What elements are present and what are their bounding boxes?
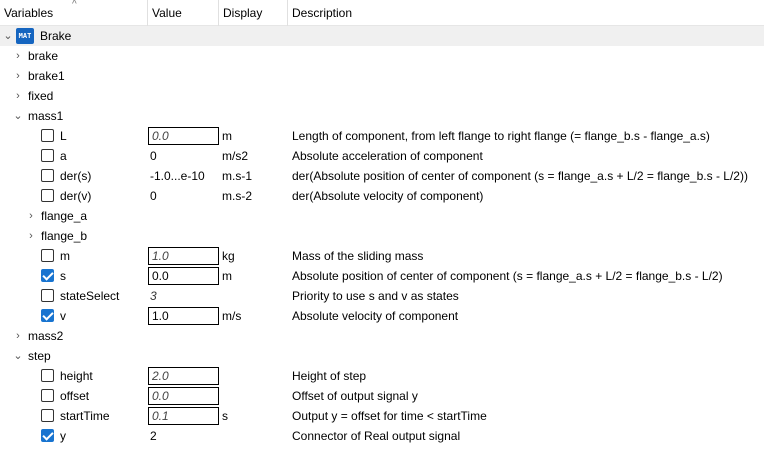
value-text[interactable]: 3 xyxy=(150,289,157,303)
chevron-right-icon[interactable]: › xyxy=(29,230,33,242)
header-value[interactable]: Value xyxy=(148,0,219,26)
variable-row-height[interactable] xyxy=(0,366,764,386)
description: Priority to use s and v as states xyxy=(292,289,459,303)
column-header xyxy=(0,0,764,26)
header-variables-label: Variables xyxy=(4,6,54,20)
variable-name: y xyxy=(60,429,66,443)
tree-row-step[interactable] xyxy=(0,346,764,366)
header-description[interactable]: Description xyxy=(292,6,353,20)
description: Length of component, from left flange to right flange (= flange_b.s - flange_a.s) xyxy=(292,129,710,143)
header-variables[interactable] xyxy=(0,0,148,26)
variable-name: v xyxy=(60,309,66,323)
description: Offset of output signal y xyxy=(292,389,418,403)
tree-label: mass1 xyxy=(28,109,64,123)
sort-ascending-icon: ^ xyxy=(72,0,77,10)
plot-checkbox[interactable] xyxy=(41,289,54,302)
display-unit[interactable]: m xyxy=(222,129,232,143)
variable-name: der(v) xyxy=(60,189,92,203)
value-text: -1.0...e-10 xyxy=(150,169,205,183)
value-input[interactable]: 1.0 xyxy=(148,247,219,265)
variable-name: s xyxy=(60,269,66,283)
tree-row-brake1[interactable] xyxy=(0,66,764,86)
variable-name: L xyxy=(60,129,67,143)
variable-name: height xyxy=(60,369,93,383)
variable-row-der-s[interactable] xyxy=(0,166,764,186)
plot-checkbox[interactable] xyxy=(41,389,54,402)
description: Height of step xyxy=(292,369,367,383)
tree-row-brake-root[interactable] xyxy=(0,26,764,46)
variable-row-der-v[interactable] xyxy=(0,186,764,206)
plot-checkbox[interactable] xyxy=(41,149,54,162)
tree-label: flange_a xyxy=(41,209,88,223)
tree-label: step xyxy=(28,349,51,363)
description: der(Absolute velocity of component) xyxy=(292,189,484,203)
chevron-right-icon[interactable]: › xyxy=(16,90,20,102)
description: Connector of Real output signal xyxy=(292,429,461,443)
description: Mass of the sliding mass xyxy=(292,249,424,263)
plot-checkbox-checked[interactable] xyxy=(41,429,54,442)
value-input[interactable]: 0.0 xyxy=(148,267,219,285)
variable-name: a xyxy=(60,149,67,163)
tree-row-fixed[interactable] xyxy=(0,86,764,106)
description: Absolute position of center of component (s = flange_a.s + L/2 = flange_b.s - L/2) xyxy=(292,269,723,283)
chevron-right-icon[interactable]: › xyxy=(16,70,20,82)
plot-checkbox[interactable] xyxy=(41,369,54,382)
plot-checkbox[interactable] xyxy=(41,189,54,202)
tree-row-flange-a[interactable] xyxy=(0,206,764,226)
variable-row-s[interactable] xyxy=(0,266,764,286)
variable-row-offset[interactable] xyxy=(0,386,764,406)
variable-row-m[interactable] xyxy=(0,246,764,266)
mat-model-icon: MAT xyxy=(16,28,34,44)
description: der(Absolute position of center of component (s = flange_a.s + L/2 = flange_b.s - L/2)) xyxy=(292,169,748,183)
value-input[interactable]: 0.0 xyxy=(148,127,219,145)
plot-checkbox[interactable] xyxy=(41,129,54,142)
tree-row-flange-b[interactable] xyxy=(0,226,764,246)
chevron-right-icon[interactable]: › xyxy=(16,330,20,342)
tree-row-brake[interactable] xyxy=(0,46,764,66)
tree-row-mass1[interactable] xyxy=(0,106,764,126)
chevron-down-icon[interactable]: ⌄ xyxy=(3,30,13,42)
value-input[interactable]: 1.0 xyxy=(148,307,219,325)
variable-row-a[interactable] xyxy=(0,146,764,166)
header-display-unit[interactable]: Display xyxy=(219,0,288,26)
variable-row-stateselect[interactable] xyxy=(0,286,764,306)
display-unit[interactable]: s xyxy=(222,409,228,423)
value-text: 2 xyxy=(150,429,157,443)
display-unit[interactable]: kg xyxy=(222,249,235,263)
tree-label: brake1 xyxy=(28,69,65,83)
variable-row-y[interactable] xyxy=(0,426,764,446)
variable-row-L[interactable] xyxy=(0,126,764,146)
plot-checkbox[interactable] xyxy=(41,409,54,422)
variable-name: m xyxy=(60,249,70,263)
value-input[interactable]: 0.1 xyxy=(148,407,219,425)
value-input[interactable]: 0.0 xyxy=(148,387,219,405)
plot-checkbox-checked[interactable] xyxy=(41,309,54,322)
description: Output y = offset for time < startTime xyxy=(292,409,487,423)
variable-name: stateSelect xyxy=(60,289,120,303)
variable-row-v[interactable] xyxy=(0,306,764,326)
tree-row-mass2[interactable] xyxy=(0,326,764,346)
display-unit[interactable]: m xyxy=(222,269,232,283)
chevron-right-icon[interactable]: › xyxy=(16,50,20,62)
description: Absolute velocity of component xyxy=(292,309,459,323)
value-text: 0 xyxy=(150,149,157,163)
chevron-right-icon[interactable]: › xyxy=(29,210,33,222)
plot-checkbox-checked[interactable] xyxy=(41,269,54,282)
description: Absolute acceleration of component xyxy=(292,149,483,163)
display-unit[interactable]: m.s-2 xyxy=(222,189,252,203)
chevron-down-icon[interactable]: ⌄ xyxy=(13,110,23,122)
variable-name: startTime xyxy=(60,409,110,423)
variable-name: offset xyxy=(60,389,90,403)
plot-checkbox[interactable] xyxy=(41,169,54,182)
tree-label: flange_b xyxy=(41,229,88,243)
plot-checkbox[interactable] xyxy=(41,249,54,262)
chevron-down-icon[interactable]: ⌄ xyxy=(13,350,23,362)
display-unit[interactable]: m/s2 xyxy=(222,149,249,163)
tree-label: mass2 xyxy=(28,329,64,343)
display-unit[interactable]: m/s xyxy=(222,309,242,323)
tree-label: fixed xyxy=(28,89,54,103)
variable-name: der(s) xyxy=(60,169,92,183)
variable-row-starttime[interactable] xyxy=(0,406,764,426)
value-text: 0 xyxy=(150,189,157,203)
value-input[interactable]: 2.0 xyxy=(148,367,219,385)
display-unit[interactable]: m.s-1 xyxy=(222,169,252,183)
tree-label: brake xyxy=(28,49,59,63)
tree-label: Brake xyxy=(40,29,72,43)
